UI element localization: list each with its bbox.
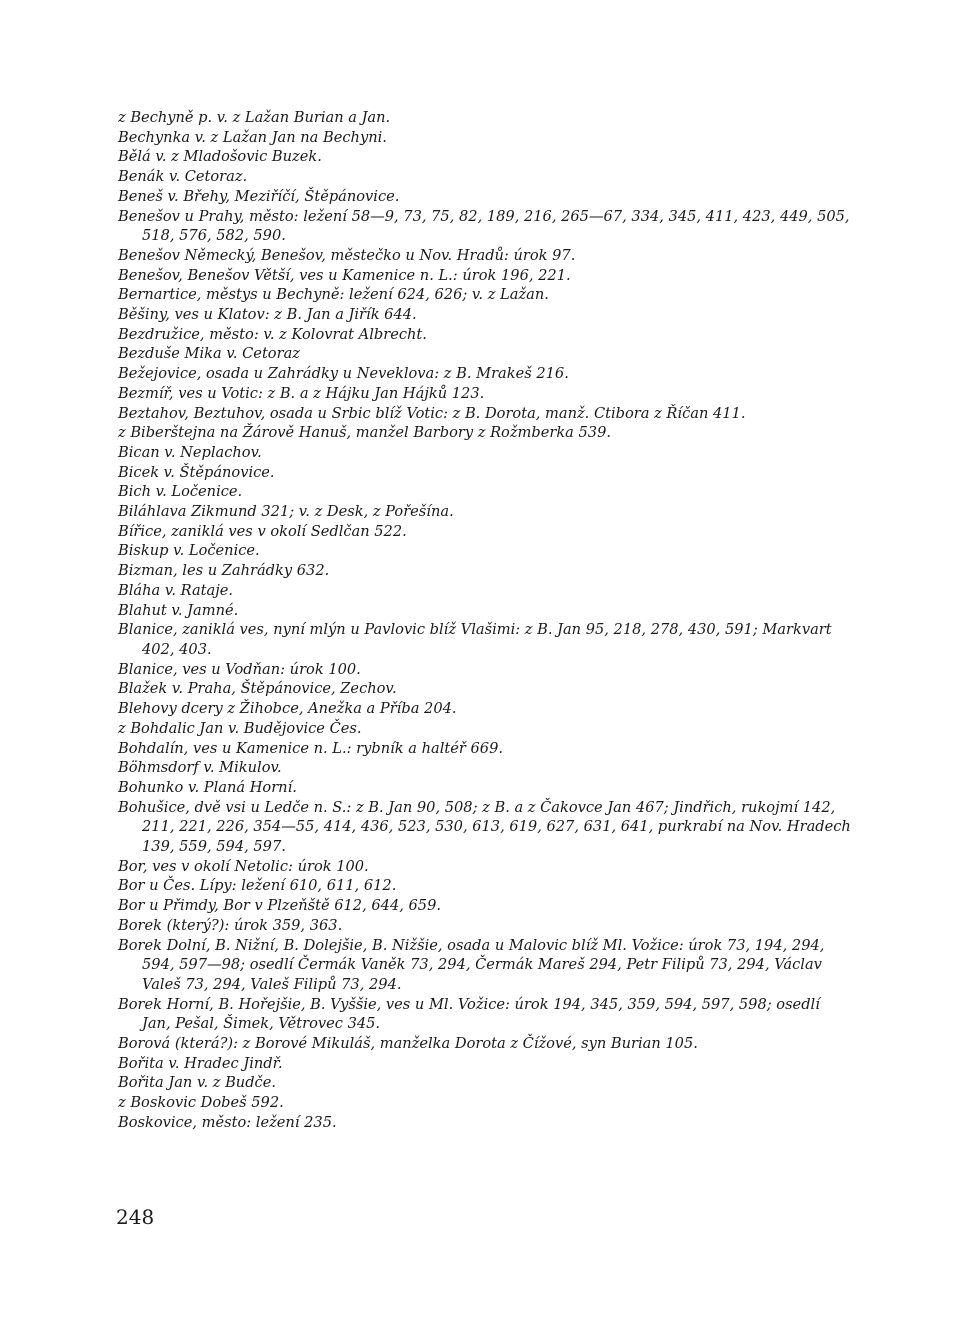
index-entry: Böhmsdorf v. Mikulov. xyxy=(118,759,282,777)
index-entry: Bican v. Neplachov. xyxy=(118,443,262,461)
index-entry: Borek Horní, B. Hořejšie, B. Vyššie, ves u Ml. Vožice: úrok 194, 345, 359, 594, 597, 598; osedlí Jan, Pešal, Šimek, Větrovec 345. xyxy=(118,995,820,1033)
index-entry: Bor, ves v okolí Netolic: úrok 100. xyxy=(118,857,369,875)
index-entry: Bor u Čes. Lípy: ležení 610, 611, 612. xyxy=(118,877,397,895)
index-entry: Borová (která?): z Borové Mikuláš, manželka Dorota z Čížové, syn Burian 105. xyxy=(118,1035,698,1053)
index-entry: Benešov u Prahy, město: ležení 58—9, 73, 75, 82, 189, 216, 265—67, 334, 345, 411, 423, 449, 505, 518, 576, 582, 590. xyxy=(118,207,850,245)
index-entry: Beztahov, Beztuhov, osada u Srbic blíž Votic: z B. Dorota, manž. Ctibora z Říčan 411. xyxy=(118,404,746,422)
index-entry: Blažek v. Praha, Štěpánovice, Zechov. xyxy=(118,680,397,698)
index-entry: Benešov, Benešov Větší, ves u Kamenice n. L.: úrok 196, 221. xyxy=(118,266,571,284)
index-entry: Biláhlava Zikmund 321; v. z Desk, z Pořešína. xyxy=(118,503,454,521)
index-list xyxy=(118,108,853,1133)
index-entry: Benešov Německý, Benešov, městečko u Nov. Hradů: úrok 97. xyxy=(118,246,576,264)
index-entry: Borek (který?): úrok 359, 363. xyxy=(118,916,343,934)
index-entry: Bežejovice, osada u Zahrádky u Neveklova: z B. Mrakeš 216. xyxy=(118,365,569,383)
index-entry: Bořita v. Hradec Jindř. xyxy=(118,1054,283,1072)
index-entry: Bernartice, městys u Bechyně: ležení 624, 626; v. z Lažan. xyxy=(118,286,549,304)
page-number: 248 xyxy=(116,1205,155,1229)
index-entry: Borek Dolní, B. Nižní, B. Dolejšie, B. Nižšie, osada u Malovic blíž Ml. Vožice: úrok 73, 194, 294, 594, 597—98; osedlí Čermák Vaněk 73, 294, Čermák Mareš 294, Petr Filipů 73, 294, Václav Valeš 73, 294, Valeš Filipů 73, 294. xyxy=(118,936,825,993)
index-entry: Biskup v. Ločenice. xyxy=(118,542,260,560)
index-entry: Bláha v. Rataje. xyxy=(118,581,234,599)
index-entry: z Bechyně p. v. z Lažan Burian a Jan. xyxy=(118,109,391,126)
index-entry: Bohušice, dvě vsi u Ledče n. S.: z B. Jan 90, 508; z B. a z Čakovce Jan 467; Jindřich, rukojmí 142, 211, 221, 226, 354—55, 414, 436, 523, 530, 613, 619, 627, 631, 641, purkrabí na Nov. Hradech 139, 559, 594, 597. xyxy=(118,798,851,856)
index-entry: Bezduše Mika v. Cetoraz xyxy=(118,345,300,363)
index-entry: Bohdalín, ves u Kamenice n. L.: rybník a haltéř 669. xyxy=(118,739,503,757)
index-entry: z Boskovic Dobeš 592. xyxy=(118,1094,284,1112)
index-entry: Bířice, zaniklá ves v okolí Sedlčan 522. xyxy=(118,522,407,540)
index-entry: Benák v. Cetoraz. xyxy=(118,168,248,186)
index-entry: Blanice, zaniklá ves, nyní mlýn u Pavlovic blíž Vlašimi: z B. Jan 95, 218, 278, 430, 591; Markvart 402, 403. xyxy=(118,621,832,658)
index-entry: Bohunko v. Planá Horní. xyxy=(118,778,297,796)
index-entry: Bořita Jan v. z Budče. xyxy=(118,1074,276,1092)
index-entry: Bezdružice, město: v. z Kolovrat Albrecht. xyxy=(118,325,427,343)
index-entry: z Biberštejna na Žárově Hanuš, manžel Barbory z Rožmberka 539. xyxy=(118,424,612,442)
index-entry: Bor u Přimdy, Bor v Plzeňště 612, 644, 659. xyxy=(118,897,441,915)
index-entry: z Bohdalic Jan v. Budějovice Čes. xyxy=(118,719,362,737)
index-entry: Běšiny, ves u Klatov: z B. Jan a Jiřík 644. xyxy=(118,306,417,324)
index-entry: Blehovy dcery z Žihobce, Anežka a Příba 204. xyxy=(118,700,457,718)
index-entry: Blanice, ves u Vodňan: úrok 100. xyxy=(118,660,361,678)
index-entry: Bezmíř, ves u Votic: z B. a z Hájku Jan Hájků 123. xyxy=(118,384,485,402)
index-entry: Bich v. Ločenice. xyxy=(118,483,243,501)
index-entry: Bizman, les u Zahrádky 632. xyxy=(118,562,330,580)
index-entry: Bicek v. Štěpánovice. xyxy=(118,463,275,481)
index-entry: Bělá v. z Mladošovic Buzek. xyxy=(118,148,322,166)
index-entry: Boskovice, město: ležení 235. xyxy=(118,1113,337,1131)
index-entry: Blahut v. Jamné. xyxy=(118,601,239,619)
index-entry: Bechynka v. z Lažan Jan na Bechyni. xyxy=(118,128,387,146)
index-entry: Beneš v. Břehy, Meziříčí, Štěpánovice. xyxy=(118,187,400,205)
